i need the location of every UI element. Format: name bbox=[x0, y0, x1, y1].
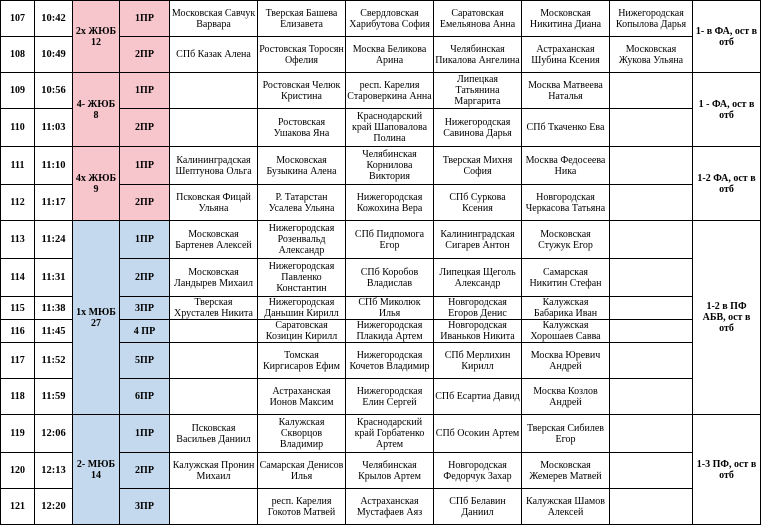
boat-class-group: 4x ЖЮБ 9 bbox=[73, 147, 120, 221]
boat-class-group: 1x МЮБ 27 bbox=[73, 221, 120, 415]
lane-3: Нижегородская Плакида Артем bbox=[346, 320, 434, 343]
lane-2: Нижегородская Розенвальд Александр bbox=[258, 221, 346, 259]
lane-1 bbox=[170, 73, 258, 109]
lane-2: Ростовская Ушакова Яна bbox=[258, 109, 346, 147]
start-time: 12:20 bbox=[35, 489, 73, 525]
lane-6 bbox=[610, 147, 693, 185]
lane-4: Новгородская Федорчук Захар bbox=[434, 453, 522, 489]
start-time: 11:17 bbox=[35, 185, 73, 221]
progression-rule: 1 - ФА, ост в отб bbox=[693, 73, 761, 147]
heat-label: 3ПР bbox=[120, 489, 170, 525]
start-time: 11:03 bbox=[35, 109, 73, 147]
heat-label: 2ПР bbox=[120, 453, 170, 489]
lane-1: Московская Бартенев Алексей bbox=[170, 221, 258, 259]
lane-5: Москва Козлов Андрей bbox=[522, 379, 610, 415]
race-number: 118 bbox=[1, 379, 35, 415]
lane-3: Свердловская Харибутова София bbox=[346, 1, 434, 37]
lane-4: Челябинская Пикалова Ангелина bbox=[434, 37, 522, 73]
lane-2: Тверская Башева Елизавета bbox=[258, 1, 346, 37]
lane-5: Калужская Шамов Алексей bbox=[522, 489, 610, 525]
table-row bbox=[1, 1, 761, 37]
lane-4: Липецкая Щеголь Александр bbox=[434, 259, 522, 297]
lane-6 bbox=[610, 109, 693, 147]
heat-label: 1ПР bbox=[120, 73, 170, 109]
lane-5: Калужская Хорошаев Савва bbox=[522, 320, 610, 343]
lane-3: Краснодарский край Горбатенко Артем bbox=[346, 415, 434, 453]
lane-2: Томская Киргисаров Ефим bbox=[258, 343, 346, 379]
progression-rule: 1-3 ПФ, ост в отб bbox=[693, 415, 761, 525]
lane-5: Московская Стужук Егор bbox=[522, 221, 610, 259]
heat-label: 2ПР bbox=[120, 185, 170, 221]
race-number: 114 bbox=[1, 259, 35, 297]
race-number: 115 bbox=[1, 297, 35, 320]
lane-1: Псковская Васильев Даниил bbox=[170, 415, 258, 453]
lane-6 bbox=[610, 489, 693, 525]
heat-label: 4 ПР bbox=[120, 320, 170, 343]
start-time: 11:52 bbox=[35, 343, 73, 379]
lane-5: Самарская Никитин Стефан bbox=[522, 259, 610, 297]
lane-3: СПб Миколюк Илья bbox=[346, 297, 434, 320]
lane-6 bbox=[610, 343, 693, 379]
race-number: 113 bbox=[1, 221, 35, 259]
lane-4: Тверская Михня София bbox=[434, 147, 522, 185]
lane-6 bbox=[610, 320, 693, 343]
start-time: 11:45 bbox=[35, 320, 73, 343]
lane-1: Тверская Хрусталев Никита bbox=[170, 297, 258, 320]
lane-3: Нижегородская Елин Сергей bbox=[346, 379, 434, 415]
lane-4: СПб Осокин Артем bbox=[434, 415, 522, 453]
lane-4: Нижегородская Савинова Дарья bbox=[434, 109, 522, 147]
lane-5: Москва Федосеева Ника bbox=[522, 147, 610, 185]
heat-label: 1ПР bbox=[120, 147, 170, 185]
lane-1: Московская Савчук Варвара bbox=[170, 1, 258, 37]
lane-1: СПб Казак Алена bbox=[170, 37, 258, 73]
lane-1 bbox=[170, 320, 258, 343]
race-number: 109 bbox=[1, 73, 35, 109]
progression-rule: 1- в ФА, ост в отб bbox=[693, 1, 761, 73]
lane-6: Московская Жукова Ульяна bbox=[610, 37, 693, 73]
table-row bbox=[1, 147, 761, 185]
lane-5: Москва Юревич Андрей bbox=[522, 343, 610, 379]
lane-3: Челябинская Крылов Артем bbox=[346, 453, 434, 489]
lane-3: Нижегородская Кочетов Владимир bbox=[346, 343, 434, 379]
boat-class-group: 4- ЖЮБ 8 bbox=[73, 73, 120, 147]
lane-4: Липецкая Татьянина Маргарита bbox=[434, 73, 522, 109]
lane-5: Калужская Бабарика Иван bbox=[522, 297, 610, 320]
lane-6: Нижегородская Копылова Дарья bbox=[610, 1, 693, 37]
lane-2: Нижегородская Даньшин Кирилл bbox=[258, 297, 346, 320]
race-number: 117 bbox=[1, 343, 35, 379]
progression-rule: 1-2 в ПФ АБВ, ост в отб bbox=[693, 221, 761, 415]
race-number: 112 bbox=[1, 185, 35, 221]
heat-label: 2ПР bbox=[120, 109, 170, 147]
lane-3: Нижегородская Кожохина Вера bbox=[346, 185, 434, 221]
race-number: 110 bbox=[1, 109, 35, 147]
lane-5: СПб Ткаченко Ева bbox=[522, 109, 610, 147]
lane-5: Московская Жемерев Матвей bbox=[522, 453, 610, 489]
lane-4: СПб Мерлихин Кирилл bbox=[434, 343, 522, 379]
lane-4: Калининградская Сигарев Антон bbox=[434, 221, 522, 259]
lane-5: Москва Матвеева Наталья bbox=[522, 73, 610, 109]
lane-5: Новгородская Черкасова Татьяна bbox=[522, 185, 610, 221]
race-number: 107 bbox=[1, 1, 35, 37]
race-number: 120 bbox=[1, 453, 35, 489]
start-time: 10:49 bbox=[35, 37, 73, 73]
lane-1: Калининградская Шептунова Ольга bbox=[170, 147, 258, 185]
lane-6 bbox=[610, 221, 693, 259]
start-time: 12:13 bbox=[35, 453, 73, 489]
table-row bbox=[1, 221, 761, 259]
heat-label: 1ПР bbox=[120, 415, 170, 453]
lane-2: Ростовская Торосян Офелия bbox=[258, 37, 346, 73]
start-time: 12:06 bbox=[35, 415, 73, 453]
race-number: 121 bbox=[1, 489, 35, 525]
lane-5: Астраханская Шубина Ксения bbox=[522, 37, 610, 73]
lane-3: Астраханская Мустафаев Аяз bbox=[346, 489, 434, 525]
lane-4: Новгородская Иваньков Никита bbox=[434, 320, 522, 343]
lane-6 bbox=[610, 73, 693, 109]
heat-label: 6ПР bbox=[120, 379, 170, 415]
lane-4: СПб Есартиа Давид bbox=[434, 379, 522, 415]
lane-3: Краснодарский край Шаповалова Полина bbox=[346, 109, 434, 147]
lane-6 bbox=[610, 297, 693, 320]
lane-2: респ. Карелия Гокотов Матвей bbox=[258, 489, 346, 525]
start-time: 11:10 bbox=[35, 147, 73, 185]
lane-4: Новгородская Егоров Денис bbox=[434, 297, 522, 320]
heat-label: 3ПР bbox=[120, 297, 170, 320]
heat-label: 5ПР bbox=[120, 343, 170, 379]
start-time: 11:24 bbox=[35, 221, 73, 259]
lane-2: Саратовская Козицин Кирилл bbox=[258, 320, 346, 343]
lane-2: Нижегородская Павленко Константин bbox=[258, 259, 346, 297]
race-number: 108 bbox=[1, 37, 35, 73]
lane-6 bbox=[610, 185, 693, 221]
lane-6 bbox=[610, 415, 693, 453]
lane-1: Псковская Фицай Ульяна bbox=[170, 185, 258, 221]
lane-5: Московская Никитина Диана bbox=[522, 1, 610, 37]
lane-4: Саратовская Емельянова Анна bbox=[434, 1, 522, 37]
lane-2: Самарская Денисов Илья bbox=[258, 453, 346, 489]
progression-rule: 1-2 ФА, ост в отб bbox=[693, 147, 761, 221]
lane-2: Калужская Скворцов Владимир bbox=[258, 415, 346, 453]
lane-1 bbox=[170, 489, 258, 525]
boat-class-group: 2x ЖЮБ 12 bbox=[73, 1, 120, 73]
race-number: 119 bbox=[1, 415, 35, 453]
lane-1 bbox=[170, 109, 258, 147]
lane-3: СПб Пидпомога Егор bbox=[346, 221, 434, 259]
start-time: 10:42 bbox=[35, 1, 73, 37]
race-number: 116 bbox=[1, 320, 35, 343]
lane-2: Московская Бузыкина Алена bbox=[258, 147, 346, 185]
start-time: 10:56 bbox=[35, 73, 73, 109]
lane-3: СПб Коробов Владислав bbox=[346, 259, 434, 297]
heat-label: 2ПР bbox=[120, 37, 170, 73]
boat-class-group: 2- МЮБ 14 bbox=[73, 415, 120, 525]
start-time: 11:31 bbox=[35, 259, 73, 297]
lane-3: респ. Карелия Староверкина Анна bbox=[346, 73, 434, 109]
table-row bbox=[1, 73, 761, 109]
start-time: 11:38 bbox=[35, 297, 73, 320]
lane-6 bbox=[610, 259, 693, 297]
lane-6 bbox=[610, 453, 693, 489]
lane-1: Калужская Пронин Михаил bbox=[170, 453, 258, 489]
table-row bbox=[1, 415, 761, 453]
lane-4: СПб Белавин Даниил bbox=[434, 489, 522, 525]
lane-2: Р. Татарстан Усалева Ульяна bbox=[258, 185, 346, 221]
lane-3: Москва Беликова Арина bbox=[346, 37, 434, 73]
lane-2: Астраханская Ионов Максим bbox=[258, 379, 346, 415]
lane-1: Московская Ландырев Михаил bbox=[170, 259, 258, 297]
lane-2: Ростовская Челюк Кристина bbox=[258, 73, 346, 109]
lane-6 bbox=[610, 379, 693, 415]
heat-label: 1ПР bbox=[120, 221, 170, 259]
lane-1 bbox=[170, 343, 258, 379]
lane-5: Тверская Сибилев Егор bbox=[522, 415, 610, 453]
heat-label: 1ПР bbox=[120, 1, 170, 37]
lane-1 bbox=[170, 379, 258, 415]
race-number: 111 bbox=[1, 147, 35, 185]
lane-4: СПб Суркова Ксения bbox=[434, 185, 522, 221]
heat-label: 2ПР bbox=[120, 259, 170, 297]
start-time: 11:59 bbox=[35, 379, 73, 415]
lane-3: Челябинская Корнилова Виктория bbox=[346, 147, 434, 185]
